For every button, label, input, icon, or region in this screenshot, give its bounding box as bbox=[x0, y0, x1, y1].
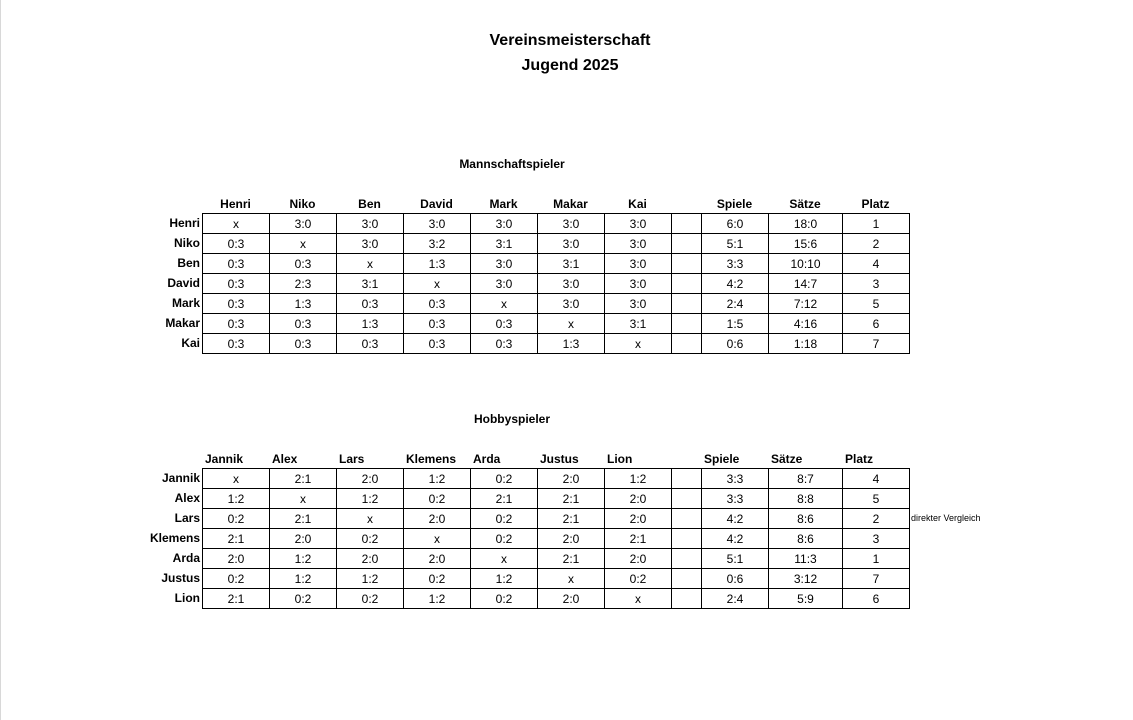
column-header: Kai bbox=[628, 197, 647, 211]
column-header: Justus bbox=[540, 452, 579, 466]
spiele-cell: 1:5 bbox=[701, 313, 768, 333]
platz-cell: 3 bbox=[842, 273, 909, 293]
platz-cell: 5 bbox=[842, 293, 909, 313]
diagonal-cell: x bbox=[269, 488, 336, 508]
result-cell: 2:1 bbox=[269, 468, 336, 488]
result-cell: 0:2 bbox=[269, 588, 336, 608]
row-label: Alex bbox=[174, 491, 200, 505]
diagonal-cell: x bbox=[470, 293, 537, 313]
result-cell: 3:0 bbox=[537, 273, 604, 293]
saetze-cell: 14:7 bbox=[768, 273, 842, 293]
row-label: Arda bbox=[172, 551, 200, 565]
column-header: Arda bbox=[473, 452, 501, 466]
result-cell: 3:0 bbox=[336, 213, 403, 233]
result-cell: 0:2 bbox=[202, 568, 269, 588]
result-cell: 2:1 bbox=[537, 488, 604, 508]
result-cell: 0:3 bbox=[336, 293, 403, 313]
result-cell: 3:0 bbox=[403, 213, 470, 233]
result-cell: 3:0 bbox=[537, 293, 604, 313]
row-label: Ben bbox=[177, 256, 200, 270]
saetze-cell: 7:12 bbox=[768, 293, 842, 313]
platz-cell: 6 bbox=[842, 313, 909, 333]
result-cell: 0:3 bbox=[470, 333, 537, 353]
page-left-border bbox=[0, 0, 1, 720]
result-cell: 3:0 bbox=[470, 253, 537, 273]
row-label: Jannik bbox=[161, 471, 200, 485]
spiele-cell: 5:1 bbox=[701, 548, 768, 568]
diagonal-cell: x bbox=[604, 333, 671, 353]
result-cell: 2:1 bbox=[537, 548, 604, 568]
spiele-cell: 3:3 bbox=[701, 253, 768, 273]
row-label: Lion bbox=[174, 591, 200, 605]
saetze-cell: 4:16 bbox=[768, 313, 842, 333]
saetze-cell: 8:8 bbox=[768, 488, 842, 508]
summary-header: Sätze bbox=[789, 197, 821, 211]
saetze-cell: 8:7 bbox=[768, 468, 842, 488]
table-right-border bbox=[909, 468, 910, 608]
column-header: Jannik bbox=[205, 452, 244, 466]
result-cell: 0:3 bbox=[470, 313, 537, 333]
row-note: direkter Vergleich bbox=[911, 513, 981, 523]
result-cell: 2:1 bbox=[202, 528, 269, 548]
result-cell: 0:3 bbox=[202, 273, 269, 293]
result-cell: 2:0 bbox=[403, 548, 470, 568]
row-label: Klemens bbox=[149, 531, 200, 545]
spacer-cell bbox=[671, 568, 701, 588]
platz-cell: 5 bbox=[842, 488, 909, 508]
result-cell: 1:2 bbox=[336, 488, 403, 508]
spacer-cell bbox=[671, 508, 701, 528]
row-label: Kai bbox=[181, 336, 200, 350]
result-cell: 3:0 bbox=[537, 213, 604, 233]
result-cell: 0:3 bbox=[403, 313, 470, 333]
result-cell: 2:1 bbox=[202, 588, 269, 608]
result-cell: 0:3 bbox=[403, 293, 470, 313]
column-header: Lars bbox=[339, 452, 365, 466]
platz-cell: 7 bbox=[842, 333, 909, 353]
column-header: Niko bbox=[289, 197, 316, 211]
spiele-cell: 4:2 bbox=[701, 528, 768, 548]
spacer-cell bbox=[671, 233, 701, 253]
result-cell: 0:2 bbox=[403, 568, 470, 588]
result-cell: 0:3 bbox=[202, 313, 269, 333]
result-cell: 2:0 bbox=[604, 488, 671, 508]
diagonal-cell: x bbox=[604, 588, 671, 608]
column-header: Klemens bbox=[406, 452, 457, 466]
platz-cell: 1 bbox=[842, 548, 909, 568]
result-cell: 2:1 bbox=[537, 508, 604, 528]
result-cell: 0:2 bbox=[336, 528, 403, 548]
result-cell: 2:0 bbox=[537, 588, 604, 608]
result-cell: 0:3 bbox=[403, 333, 470, 353]
spiele-cell: 4:2 bbox=[701, 508, 768, 528]
spacer-cell bbox=[671, 313, 701, 333]
diagonal-cell: x bbox=[470, 548, 537, 568]
spiele-cell: 3:3 bbox=[701, 468, 768, 488]
diagonal-cell: x bbox=[403, 273, 470, 293]
result-cell: 2:1 bbox=[604, 528, 671, 548]
spiele-cell: 0:6 bbox=[701, 568, 768, 588]
result-cell: 0:3 bbox=[269, 253, 336, 273]
result-cell: 3:0 bbox=[604, 253, 671, 273]
result-cell: 0:2 bbox=[604, 568, 671, 588]
spiele-cell: 2:4 bbox=[701, 588, 768, 608]
saetze-cell: 8:6 bbox=[768, 508, 842, 528]
diagonal-cell: x bbox=[202, 468, 269, 488]
result-cell: 0:3 bbox=[202, 253, 269, 273]
spiele-cell: 2:4 bbox=[701, 293, 768, 313]
summary-header: Sätze bbox=[771, 452, 803, 466]
result-cell: 1:3 bbox=[336, 313, 403, 333]
spacer-cell bbox=[671, 488, 701, 508]
row-label: Justus bbox=[161, 571, 200, 585]
result-cell: 3:0 bbox=[269, 213, 336, 233]
saetze-cell: 1:18 bbox=[768, 333, 842, 353]
result-cell: 3:1 bbox=[336, 273, 403, 293]
page-subtitle: Jugend 2025 bbox=[521, 57, 619, 74]
result-cell: 2:0 bbox=[604, 548, 671, 568]
table-bottom-border bbox=[202, 353, 910, 354]
spiele-cell: 4:2 bbox=[701, 273, 768, 293]
column-header: Ben bbox=[358, 197, 381, 211]
result-cell: 1:2 bbox=[470, 568, 537, 588]
result-cell: 1:2 bbox=[336, 568, 403, 588]
diagonal-cell: x bbox=[336, 253, 403, 273]
result-cell: 1:2 bbox=[604, 468, 671, 488]
summary-header: Platz bbox=[861, 197, 890, 211]
diagonal-cell: x bbox=[537, 568, 604, 588]
diagonal-cell: x bbox=[336, 508, 403, 528]
spacer-cell bbox=[671, 588, 701, 608]
result-cell: 2:0 bbox=[336, 468, 403, 488]
result-cell: 3:0 bbox=[604, 293, 671, 313]
saetze-cell: 18:0 bbox=[768, 213, 842, 233]
result-cell: 1:2 bbox=[269, 568, 336, 588]
platz-cell: 6 bbox=[842, 588, 909, 608]
spacer-cell bbox=[671, 548, 701, 568]
platz-cell: 4 bbox=[842, 468, 909, 488]
spiele-cell: 6:0 bbox=[701, 213, 768, 233]
saetze-cell: 10:10 bbox=[768, 253, 842, 273]
row-label: Lars bbox=[174, 511, 200, 525]
summary-header: Spiele bbox=[704, 452, 740, 466]
result-cell: 3:0 bbox=[470, 273, 537, 293]
result-cell: 0:3 bbox=[269, 333, 336, 353]
result-cell: 0:2 bbox=[202, 508, 269, 528]
result-cell: 2:0 bbox=[202, 548, 269, 568]
result-cell: 3:1 bbox=[604, 313, 671, 333]
table-title-hobbyspieler: Hobbyspieler bbox=[473, 412, 551, 426]
result-cell: 3:2 bbox=[403, 233, 470, 253]
spacer-cell bbox=[671, 213, 701, 233]
result-cell: 0:3 bbox=[202, 233, 269, 253]
platz-cell: 2 bbox=[842, 508, 909, 528]
row-label: Makar bbox=[165, 316, 200, 330]
summary-header: Spiele bbox=[716, 197, 753, 211]
summary-header: Platz bbox=[845, 452, 874, 466]
column-header: David bbox=[420, 197, 453, 211]
result-cell: 0:2 bbox=[470, 528, 537, 548]
result-cell: 3:1 bbox=[537, 253, 604, 273]
diagonal-cell: x bbox=[537, 313, 604, 333]
result-cell: 1:3 bbox=[269, 293, 336, 313]
result-cell: 0:3 bbox=[269, 313, 336, 333]
diagonal-cell: x bbox=[202, 213, 269, 233]
diagonal-cell: x bbox=[403, 528, 470, 548]
column-header: Henri bbox=[220, 197, 251, 211]
result-cell: 0:2 bbox=[403, 488, 470, 508]
result-cell: 1:2 bbox=[403, 588, 470, 608]
result-cell: 1:3 bbox=[403, 253, 470, 273]
result-cell: 1:2 bbox=[202, 488, 269, 508]
row-label: Henri bbox=[169, 216, 200, 230]
result-cell: 1:3 bbox=[537, 333, 604, 353]
platz-cell: 3 bbox=[842, 528, 909, 548]
column-header: Lion bbox=[607, 452, 633, 466]
result-cell: 2:0 bbox=[537, 468, 604, 488]
result-cell: 3:0 bbox=[470, 213, 537, 233]
column-header: Mark bbox=[489, 197, 518, 211]
result-cell: 3:0 bbox=[336, 233, 403, 253]
saetze-cell: 8:6 bbox=[768, 528, 842, 548]
diagonal-cell: x bbox=[269, 233, 336, 253]
result-cell: 2:1 bbox=[470, 488, 537, 508]
row-label: Mark bbox=[171, 296, 200, 310]
result-cell: 0:2 bbox=[470, 588, 537, 608]
column-header: Makar bbox=[553, 197, 588, 211]
result-cell: 1:2 bbox=[403, 468, 470, 488]
table-right-border bbox=[909, 213, 910, 353]
page-title: Vereinsmeisterschaft bbox=[489, 32, 651, 49]
result-cell: 0:3 bbox=[336, 333, 403, 353]
result-cell: 2:0 bbox=[403, 508, 470, 528]
saetze-cell: 11:3 bbox=[768, 548, 842, 568]
spiele-cell: 5:1 bbox=[701, 233, 768, 253]
result-cell: 3:0 bbox=[604, 213, 671, 233]
platz-cell: 2 bbox=[842, 233, 909, 253]
row-label: David bbox=[167, 276, 200, 290]
result-cell: 2:0 bbox=[537, 528, 604, 548]
platz-cell: 1 bbox=[842, 213, 909, 233]
table-title-mannschaftspieler: Mannschaftspieler bbox=[459, 157, 565, 171]
table-bottom-border bbox=[202, 608, 910, 609]
result-cell: 0:2 bbox=[336, 588, 403, 608]
spacer-cell bbox=[671, 528, 701, 548]
result-cell: 3:0 bbox=[604, 273, 671, 293]
spacer-cell bbox=[671, 333, 701, 353]
spiele-cell: 0:6 bbox=[701, 333, 768, 353]
result-cell: 0:3 bbox=[202, 293, 269, 313]
spiele-cell: 3:3 bbox=[701, 488, 768, 508]
result-cell: 2:0 bbox=[604, 508, 671, 528]
result-cell: 2:3 bbox=[269, 273, 336, 293]
column-header: Alex bbox=[272, 452, 298, 466]
result-cell: 2:1 bbox=[269, 508, 336, 528]
result-cell: 1:2 bbox=[269, 548, 336, 568]
spacer-cell bbox=[671, 468, 701, 488]
result-cell: 0:2 bbox=[470, 508, 537, 528]
result-cell: 0:3 bbox=[202, 333, 269, 353]
spacer-cell bbox=[671, 273, 701, 293]
result-cell: 3:0 bbox=[537, 233, 604, 253]
result-cell: 0:2 bbox=[470, 468, 537, 488]
platz-cell: 4 bbox=[842, 253, 909, 273]
saetze-cell: 5:9 bbox=[768, 588, 842, 608]
saetze-cell: 3:12 bbox=[768, 568, 842, 588]
result-cell: 3:1 bbox=[470, 233, 537, 253]
result-cell: 2:0 bbox=[336, 548, 403, 568]
result-cell: 2:0 bbox=[269, 528, 336, 548]
result-cell: 3:0 bbox=[604, 233, 671, 253]
saetze-cell: 15:6 bbox=[768, 233, 842, 253]
spacer-cell bbox=[671, 253, 701, 273]
row-label: Niko bbox=[173, 236, 200, 250]
platz-cell: 7 bbox=[842, 568, 909, 588]
spacer-cell bbox=[671, 293, 701, 313]
